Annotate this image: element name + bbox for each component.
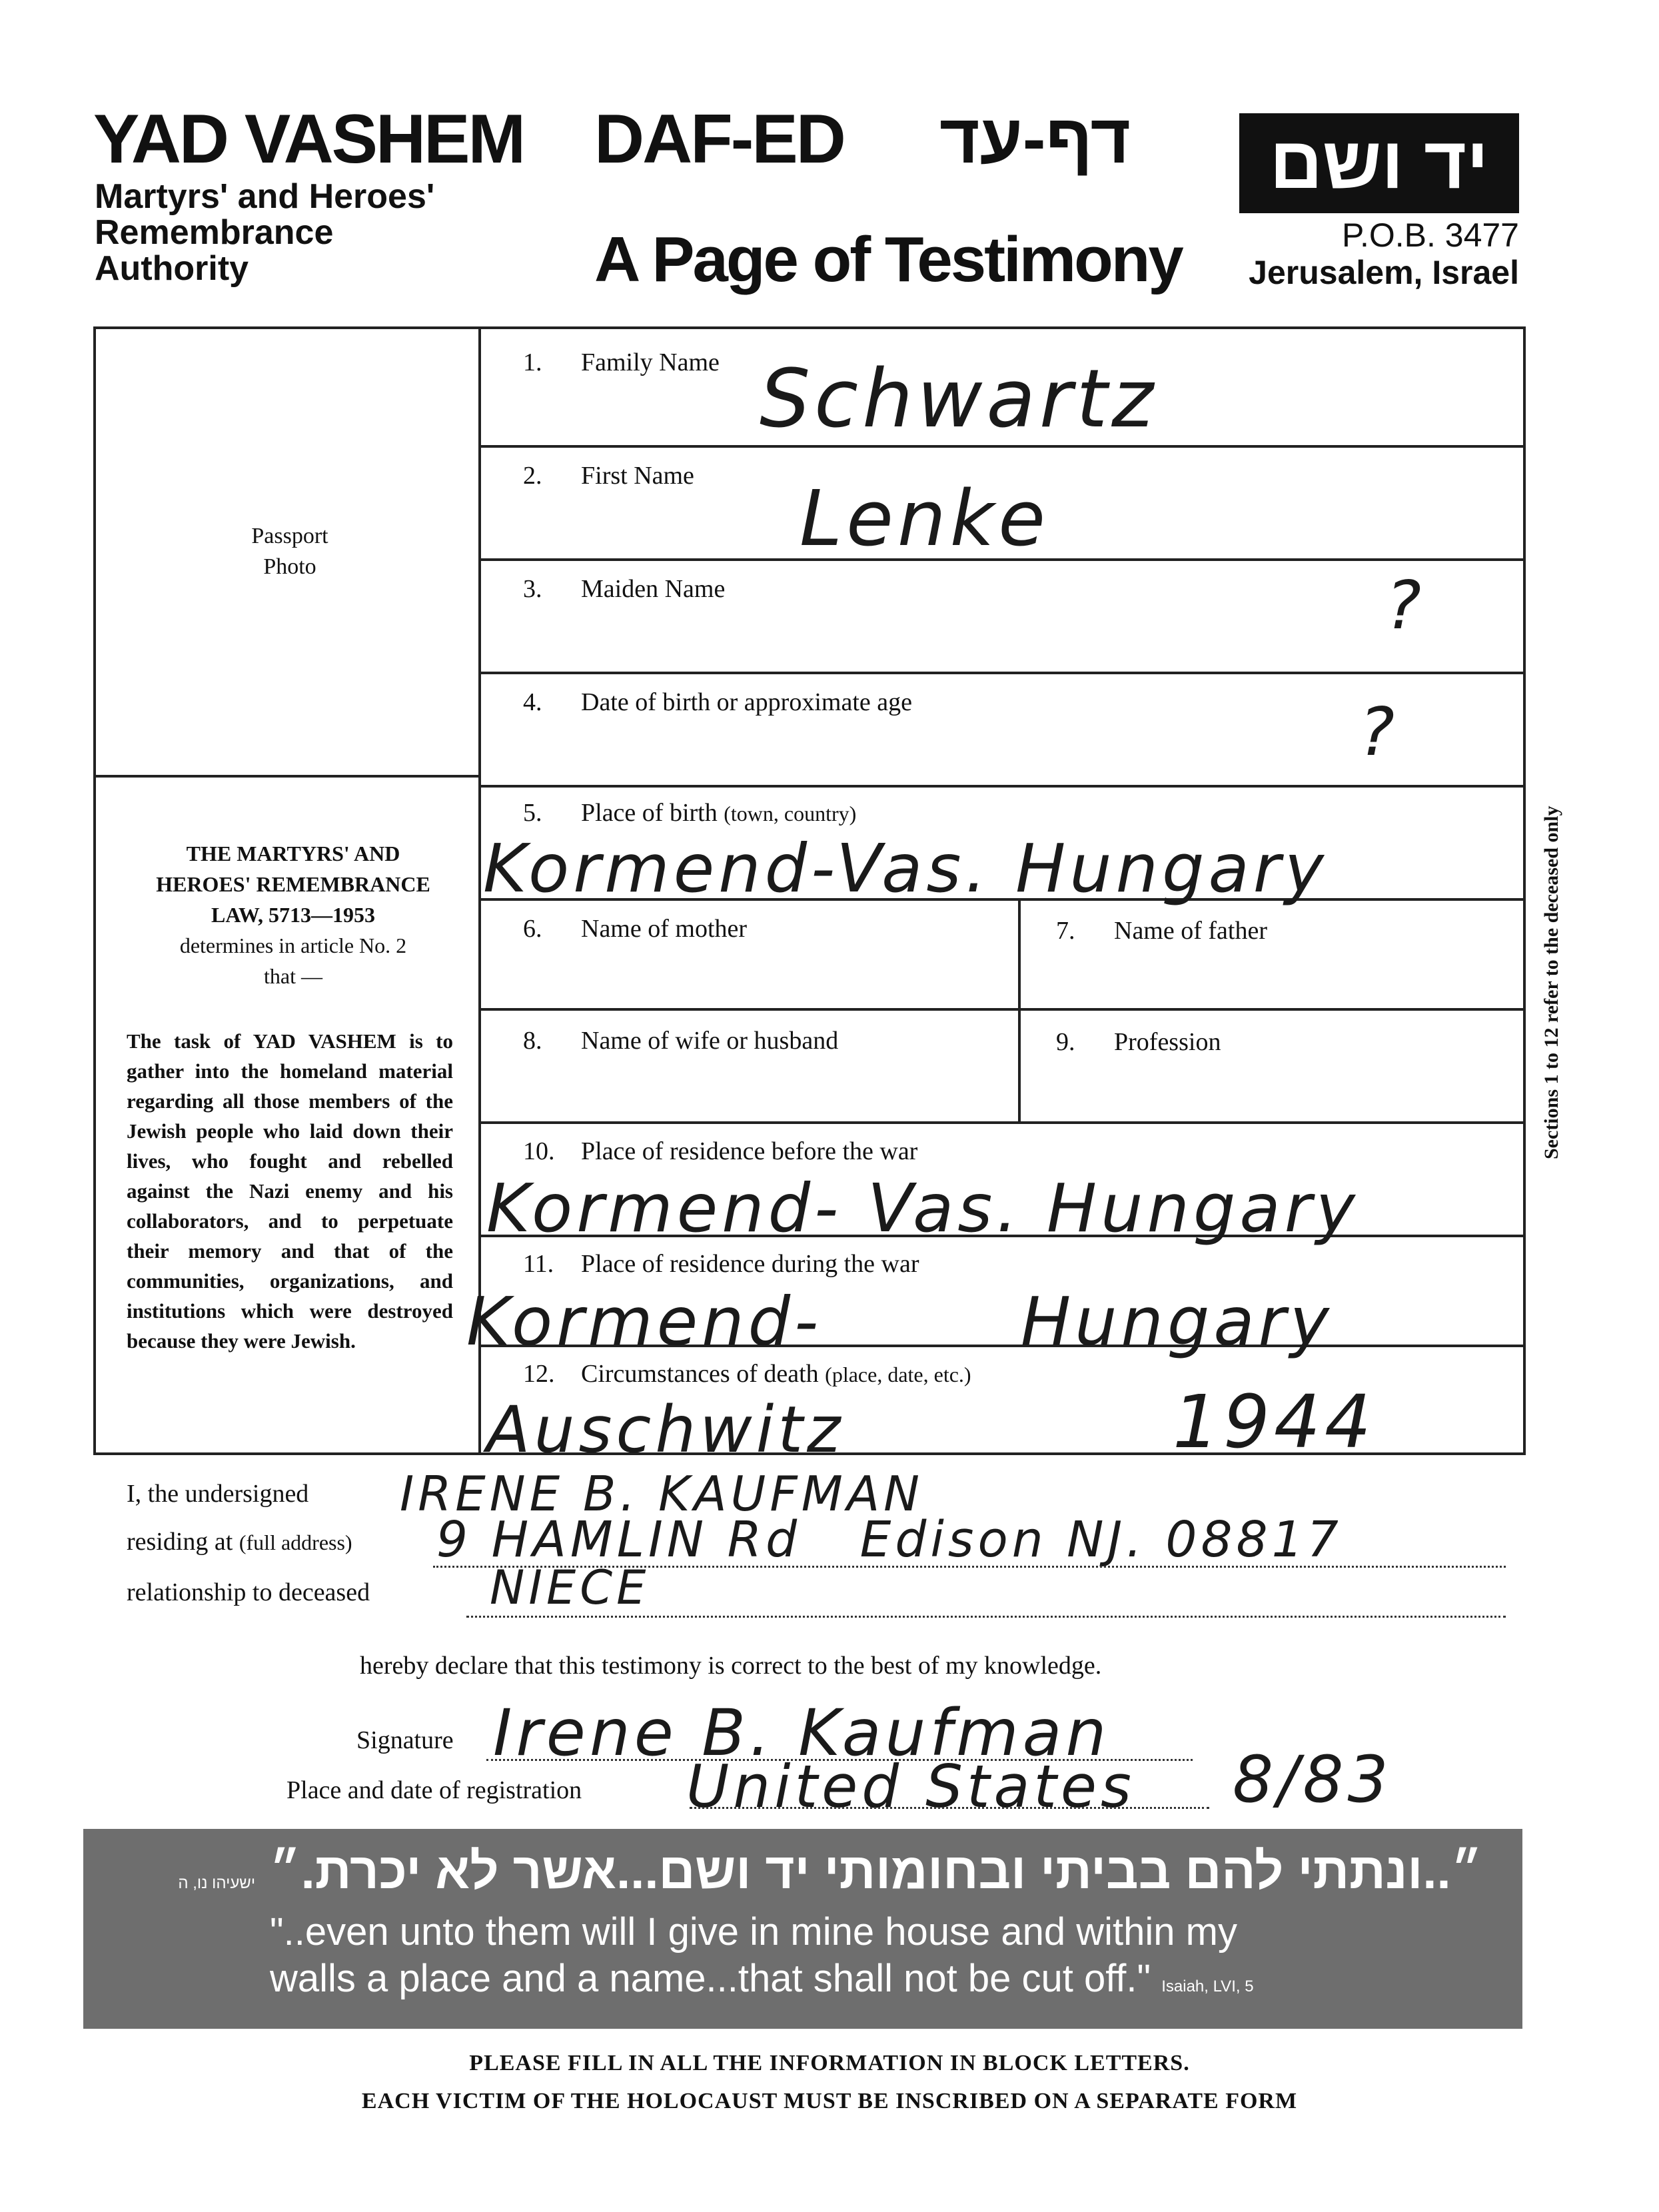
field-12-number: 12. [523, 1360, 555, 1388]
mid-divider-6-7 [1018, 898, 1021, 1010]
field-4-value: ? [1359, 693, 1399, 771]
field-5-number: 5. [523, 799, 542, 827]
postal-address [1233, 217, 1519, 291]
row-divider-4 [478, 785, 1524, 788]
field-8-number: 8. [523, 1027, 542, 1055]
photo-label-line-2: Photo [263, 554, 316, 579]
relationship-label: relationship to deceased [127, 1578, 370, 1606]
field-9-label: Profession [1114, 1028, 1221, 1056]
field-3-number: 3. [523, 575, 542, 603]
page-title: A Page of Testimony [594, 224, 1182, 295]
photo-box-bottom [93, 775, 480, 778]
registration-label: Place and date of registration [286, 1776, 582, 1804]
daf-ed-title: DAF-ED [594, 101, 844, 178]
org-subtitle [95, 179, 434, 286]
field-10-label: Place of residence before the war [581, 1137, 918, 1165]
field-11-value: Kormend- Hungary [466, 1283, 1333, 1361]
field-2-value: Lenke [800, 474, 1050, 564]
field-12-label-text: Circumstances of death [581, 1360, 819, 1388]
declaration-text: hereby declare that this testimony is correct to the best of my knowledge. [360, 1652, 1102, 1680]
form-top-border [93, 326, 1526, 329]
law-title-line-1: THE MARTYRS' AND [186, 841, 400, 865]
mid-divider-8-9 [1018, 1008, 1021, 1121]
form-right-border [1523, 326, 1526, 1452]
residing-label-text: residing at [127, 1528, 233, 1556]
banner-hebrew-quote [178, 1842, 1482, 1900]
field-1-label: Family Name [581, 348, 720, 376]
org-subtitle-line-2: Remembrance [95, 213, 334, 252]
law-heading [123, 838, 463, 991]
footer-line-2: EACH VICTIM OF THE HOLOCAUST MUST BE INSCRIBED ON A SEPARATE FORM [361, 2089, 1298, 2113]
passport-photo-label [200, 521, 380, 582]
registration-dotted-line [690, 1807, 1209, 1809]
banner-english-line-2-wrap [270, 1955, 1254, 2010]
banner-hebrew-cite: ישעיהו נו, ה [178, 1874, 256, 1892]
org-name: YAD VASHEM [93, 101, 524, 178]
field-12-label-small: (place, date, etc.) [825, 1363, 971, 1386]
field-5-label-text: Place of birth [581, 799, 718, 827]
residing-value: 9 HAMLIN Rd Edison NJ. 08817 [436, 1511, 1343, 1568]
pob-city: Jerusalem, Israel [1249, 254, 1519, 291]
field-4-label: Date of birth or approximate age [581, 688, 912, 716]
banner-hebrew-text: ״..ונתתי להם בביתי ובחומותי יד ושם...אשר לא יכרת.״ [269, 1843, 1482, 1900]
field-7-label: Name of father [1114, 917, 1267, 945]
residing-label-small: (full address) [239, 1530, 352, 1554]
org-subtitle-line-1: Martyrs' and Heroes' [95, 177, 435, 216]
law-that: that — [264, 964, 322, 988]
registration-place-value: United States [686, 1752, 1135, 1821]
field-1-value: Schwartz [760, 353, 1158, 446]
registration-date-value: 8/83 [1233, 1742, 1392, 1817]
field-5-label [581, 798, 856, 828]
field-5-label-small: (town, country) [724, 802, 857, 826]
field-1-number: 1. [523, 348, 542, 376]
footer-line-1: PLEASE FILL IN ALL THE INFORMATION IN BLOCK LETTERS. [469, 2051, 1190, 2075]
field-12-label [581, 1359, 971, 1388]
law-title-line-3: LAW, 5713—1953 [211, 903, 375, 927]
signature-value: Irene B. Kaufman [493, 1696, 1111, 1770]
org-subtitle-line-3: Authority [95, 249, 249, 288]
row-divider-3 [478, 672, 1524, 674]
side-note: Sections 1 to 12 refer to the deceased only [1540, 806, 1562, 1159]
field-4-number: 4. [523, 688, 542, 716]
field-2-number: 2. [523, 462, 542, 490]
form-left-border [93, 326, 96, 1452]
law-body: The task of YAD VASHEM is to gather into the homeland material regarding all those members of the Jewish people who laid down their lives, who fought and rebelled against the Nazi enemy and his collaborators, and to perpetuate their memory and that of the communities, organizations, and institutions which were destroyed because they were Jewish. [127, 1029, 453, 1353]
banner-english-cite: Isaiah, LVI, 5 [1161, 1977, 1254, 1995]
yad-vashem-logo: יד ושם [1239, 113, 1519, 213]
field-7-number: 7. [1056, 917, 1075, 945]
field-3-label: Maiden Name [581, 575, 726, 603]
relationship-dotted-line [466, 1616, 1506, 1618]
field-12-year-value: 1944 [1173, 1379, 1375, 1464]
field-2-label: First Name [581, 462, 694, 490]
field-6-number: 6. [523, 915, 542, 943]
banner-english-quote [270, 1909, 1254, 2010]
hebrew-daf-ed-title: דף-עד [939, 101, 1131, 178]
field-3-value: ? [1386, 566, 1426, 644]
field-6-label: Name of mother [581, 915, 748, 943]
undersigned-value: IRENE B. KAUFMAN [400, 1466, 923, 1522]
banner-english-line-2: walls a place and a name...that shall not be cut off." [270, 1957, 1151, 2000]
relationship-value: NIECE [490, 1560, 650, 1615]
field-5-value: Kormend-Vas. Hungary [483, 830, 1329, 907]
field-12-place-value: Auschwitz [486, 1392, 845, 1467]
field-8-label: Name of wife or husband [581, 1027, 839, 1055]
row-divider-6 [478, 1008, 1524, 1011]
field-10-number: 10. [523, 1137, 555, 1165]
law-title-line-2: HEROES' REMEMBRANCE [156, 872, 430, 896]
residing-label [127, 1527, 352, 1556]
undersigned-label: I, the undersigned [127, 1480, 309, 1508]
photo-label-line-1: Passport [251, 524, 328, 548]
row-divider-7 [478, 1121, 1524, 1124]
signature-label: Signature [356, 1726, 454, 1754]
scripture-banner [83, 1829, 1522, 2029]
field-11-number: 11. [523, 1250, 554, 1278]
field-10-value: Kormend- Vas. Hungary [486, 1169, 1359, 1247]
law-determines: determines in article No. 2 [179, 933, 407, 957]
banner-english-line-1: "..even unto them will I give in mine house and within my [270, 1910, 1237, 1953]
pob-number: P.O.B. 3477 [1342, 217, 1519, 254]
field-9-number: 9. [1056, 1028, 1075, 1056]
field-11-label: Place of residence during the war [581, 1250, 919, 1278]
